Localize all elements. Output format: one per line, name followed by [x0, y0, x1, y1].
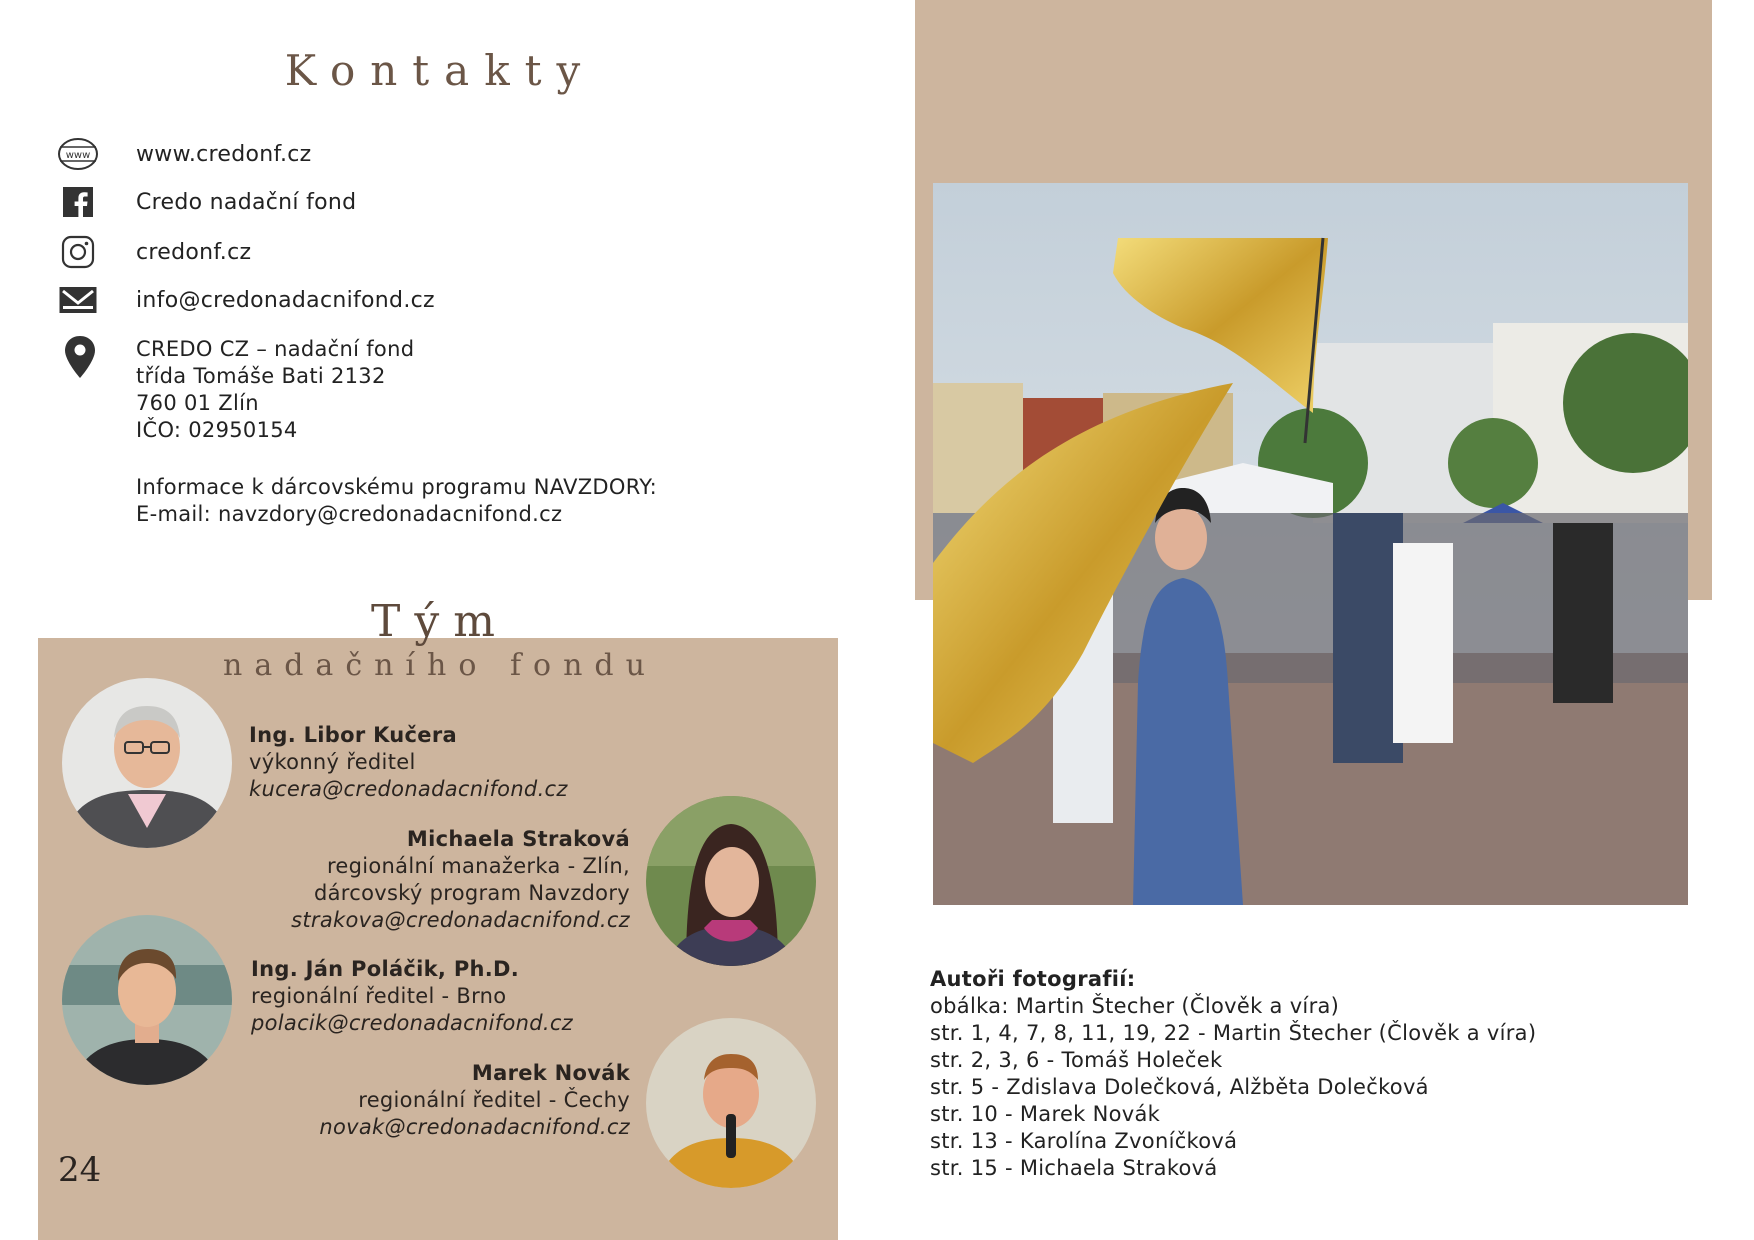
- company-id: IČO: 02950154: [136, 418, 298, 442]
- member-polacik: [251, 956, 573, 1037]
- avatar-strakova: [646, 796, 816, 966]
- contact-row-facebook[interactable]: [56, 182, 836, 222]
- website-link[interactable]: www.credonf.cz: [136, 141, 312, 167]
- member-email[interactable]: polacik@credonadacnifond.cz: [251, 1011, 573, 1035]
- member-kucera: [249, 722, 568, 803]
- address-block: [136, 336, 414, 444]
- event-photo: [933, 183, 1688, 905]
- contact-row-web[interactable]: [56, 134, 836, 174]
- member-role: dárcovský program Navzdory: [313, 881, 630, 905]
- credit-line: str. 13 - Karolína Zvoníčková: [930, 1129, 1238, 1153]
- team-subtitle: nadačního fondu: [223, 648, 657, 683]
- credits-heading: Autoři fotografií:: [930, 967, 1136, 991]
- mail-icon: [56, 280, 100, 320]
- instagram-link[interactable]: credonf.cz: [136, 239, 252, 265]
- facebook-link[interactable]: Credo nadační fond: [136, 189, 357, 215]
- contact-row-instagram[interactable]: [56, 232, 836, 272]
- avatar-novak: [646, 1018, 816, 1188]
- instagram-icon: [56, 232, 100, 272]
- member-name: Ing. Libor Kučera: [249, 723, 457, 747]
- avatar-kucera: [62, 678, 232, 848]
- facebook-icon: [56, 182, 100, 222]
- program-email[interactable]: E-mail: navzdory@credonadacnifond.cz: [136, 502, 563, 526]
- credit-line: str. 1, 4, 7, 8, 11, 19, 22 - Martin Štecher (Člověk a víra): [930, 1021, 1537, 1045]
- location-pin-icon: [58, 334, 102, 382]
- member-email[interactable]: strakova@credonadacnifond.cz: [291, 908, 630, 932]
- contact-row-mail[interactable]: [56, 280, 836, 320]
- credit-line: obálka: Martin Štecher (Člověk a víra): [930, 994, 1340, 1018]
- contacts-title: Kontakty: [284, 46, 596, 95]
- member-email[interactable]: novak@credonadacnifond.cz: [319, 1115, 630, 1139]
- member-role: výkonný ředitel: [249, 750, 416, 774]
- member-strakova: [291, 826, 630, 934]
- address-line: CREDO CZ – nadační fond: [136, 337, 415, 361]
- address-line: třída Tomáše Bati 2132: [136, 364, 386, 388]
- svg-text:www: www: [65, 150, 91, 161]
- program-info: [136, 474, 657, 528]
- credit-line: str. 15 - Michaela Straková: [930, 1156, 1218, 1180]
- page-number: 24: [58, 1150, 102, 1190]
- member-name: Ing. Ján Poláčik, Ph.D.: [251, 957, 520, 981]
- email-link[interactable]: info@credonadacnifond.cz: [136, 287, 435, 313]
- address-line: 760 01 Zlín: [136, 391, 259, 415]
- program-info-line: Informace k dárcovskému programu NAVZDORY:: [136, 475, 657, 499]
- member-name: Marek Novák: [471, 1061, 630, 1085]
- member-role: regionální manažerka - Zlín,: [326, 854, 630, 878]
- member-role: regionální ředitel - Brno: [251, 984, 507, 1008]
- team-title: Tým: [371, 596, 509, 647]
- member-name: Michaela Straková: [406, 827, 630, 851]
- member-novak: [319, 1060, 630, 1141]
- credit-line: str. 10 - Marek Novák: [930, 1102, 1161, 1126]
- avatar-polacik: [62, 915, 232, 1085]
- credit-line: str. 2, 3, 6 - Tomáš Holeček: [930, 1048, 1223, 1072]
- member-email[interactable]: kucera@credonadacnifond.cz: [249, 777, 568, 801]
- credit-line: str. 5 - Zdislava Dolečková, Alžběta Dolečková: [930, 1075, 1429, 1099]
- photo-credits: [930, 966, 1536, 1182]
- member-role: regionální ředitel - Čechy: [358, 1088, 630, 1112]
- www-icon: [56, 134, 100, 174]
